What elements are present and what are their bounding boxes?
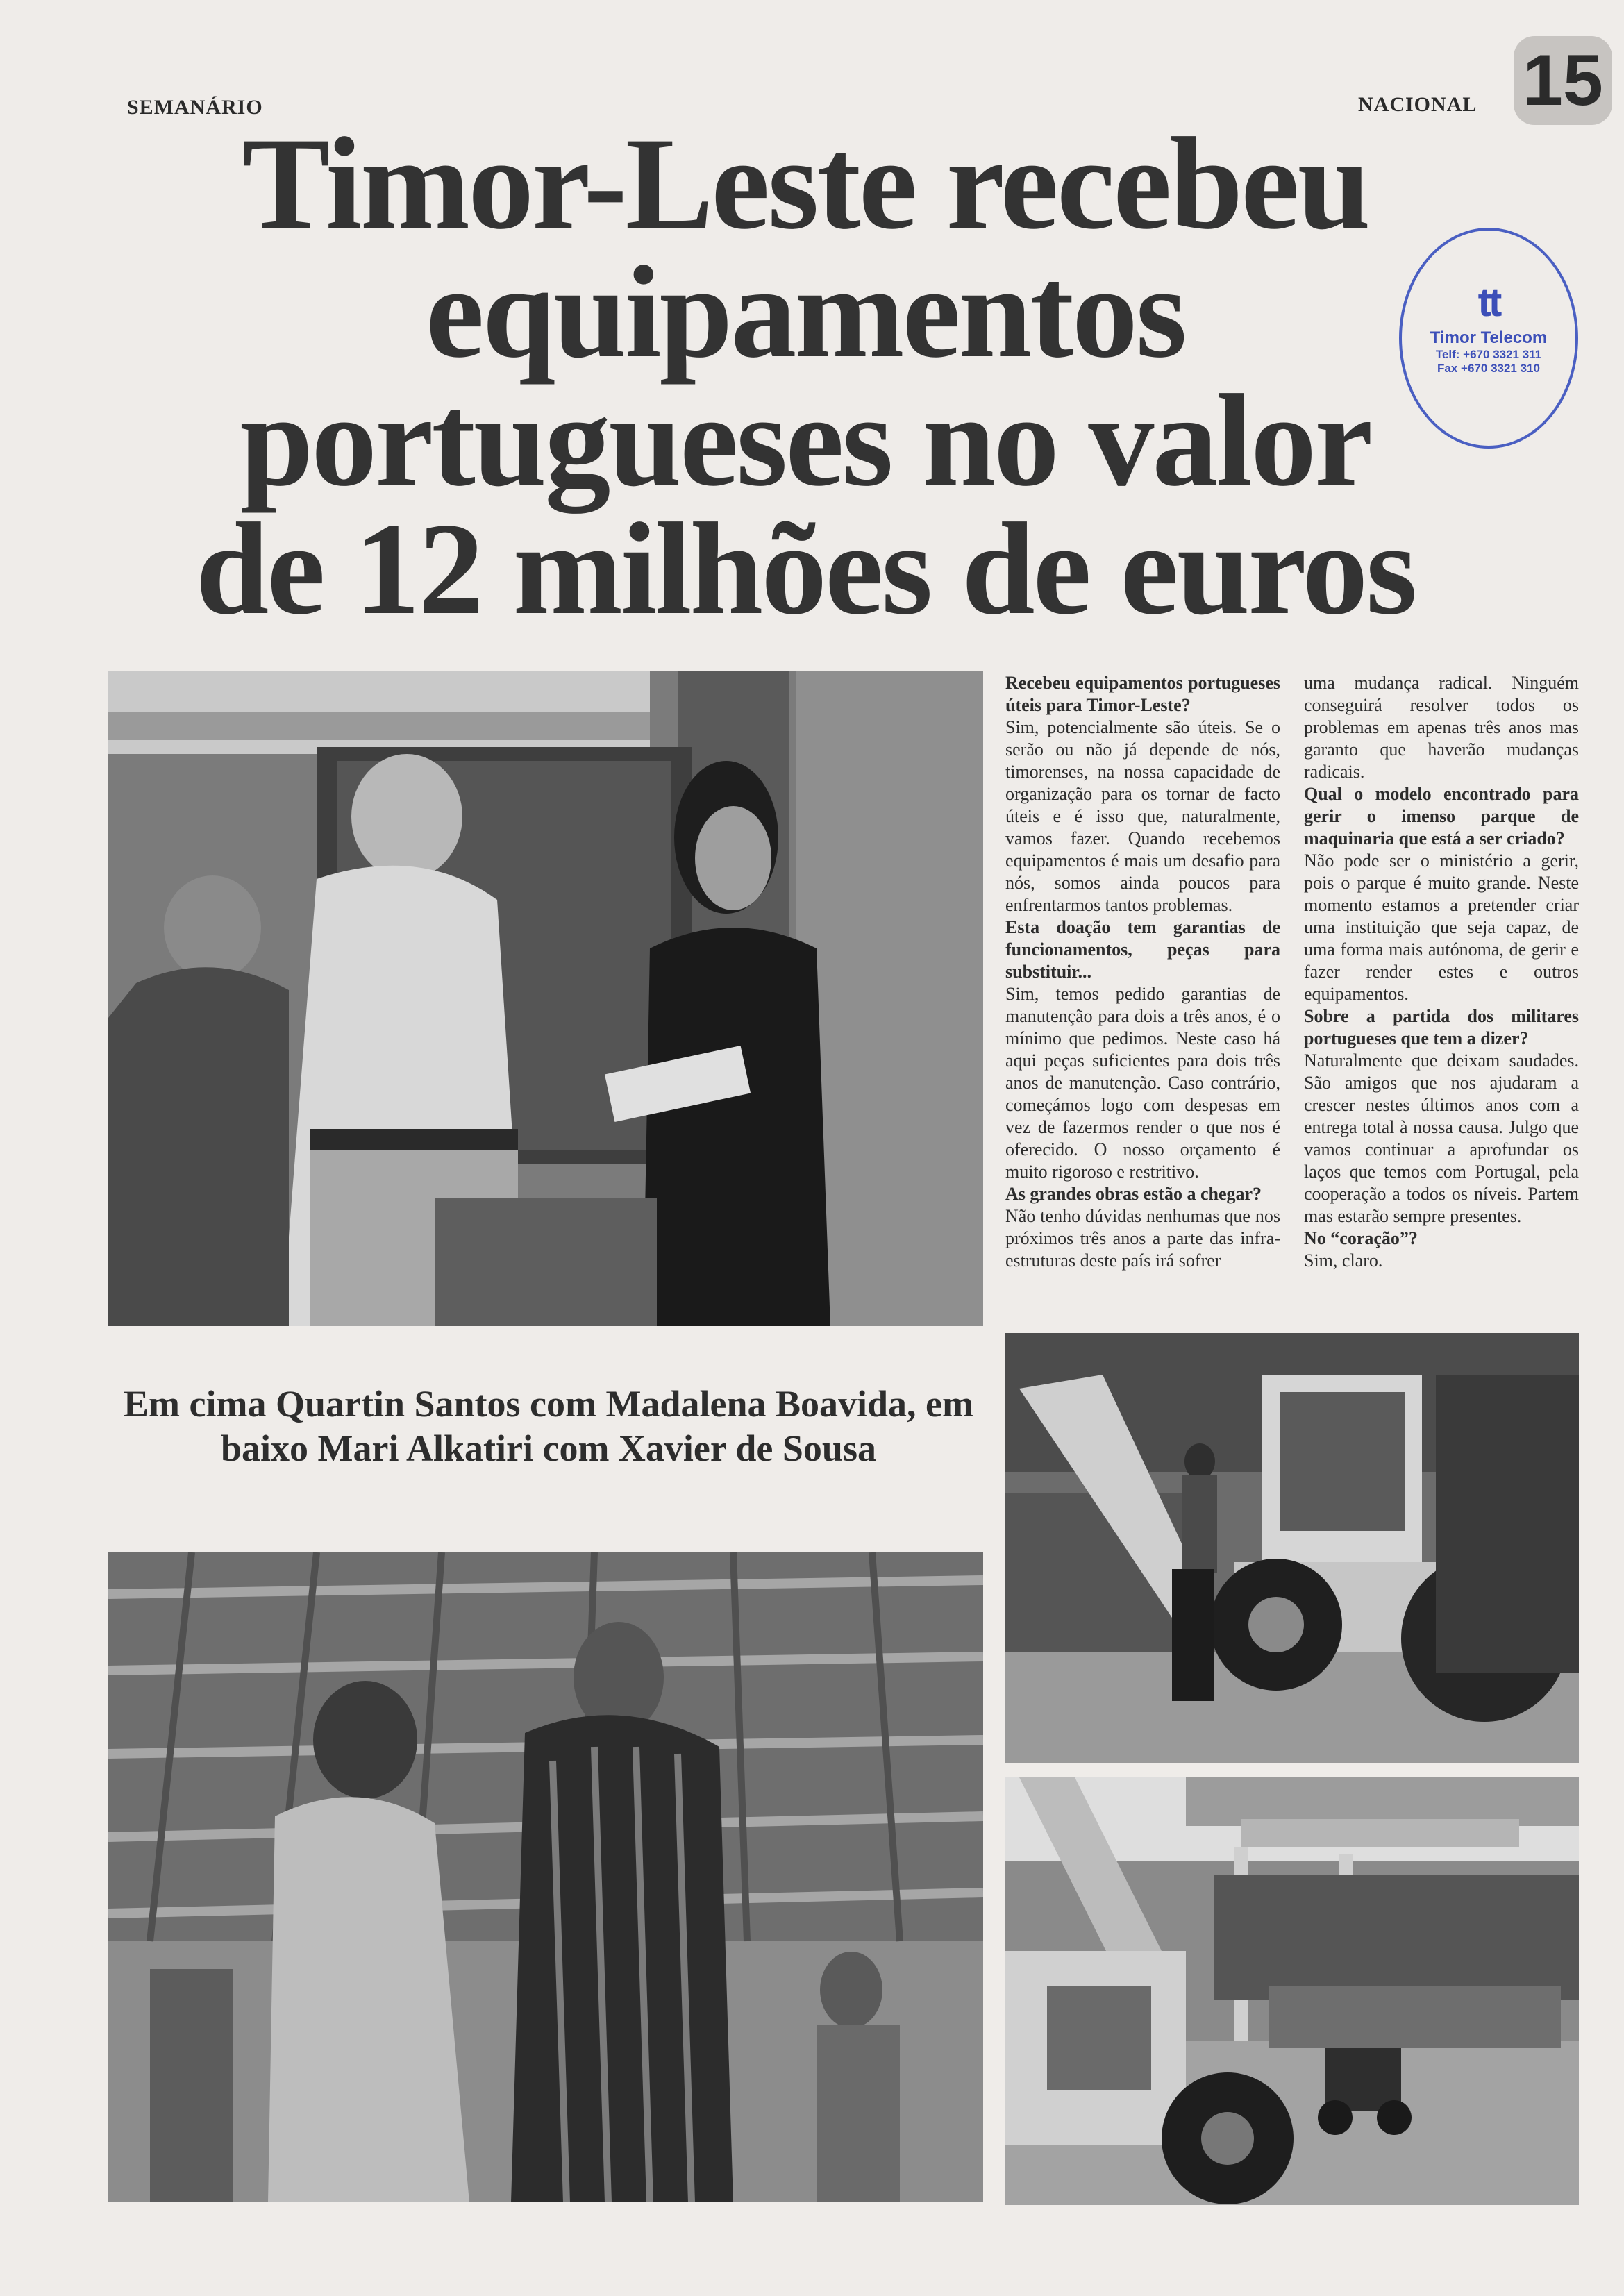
interview-answer: Sim, potencialmente são úteis. Se o serão ou não já depende de nós, timorenses, na nossa capacidade de organização para os tornar de facto úteis e é isso que, naturalmente, vamos fazer. Quando recebemos equipamentos é mais um desafio para nós, somos ainda poucos para enfrentarmos tantos problemas. (1005, 717, 1280, 915)
interview-answer: Não tenho dúvidas nenhumas que nos próximos três anos a parte das infra-estruturas deste país irá sofrer (1005, 1206, 1280, 1271)
photo-caption: Em cima Quartin Santos com Madalena Boavida, em baixo Mari Alkatiri com Xavier de Sousa (124, 1383, 973, 1469)
photo-ceremony (108, 1552, 983, 2202)
interview-answer: uma mudança radical. Ninguém conseguirá resolver todos os problemas em apenas três anos mas garanto que haverão mudanças radicais. (1304, 673, 1579, 782)
interview-question: Qual o modelo encontrado para gerir o imenso parque de maquinaria que está a ser criado? (1304, 784, 1579, 848)
interview-answer: Sim, temos pedido garantias de manutenção para dois a três anos, é o mínimo que pedimos. Neste caso há aqui peças suficientes para dois três anos de manutenção. Caso contrário, começámos logo com despesas em vez de fazermos render o que nos é oferecido. O nosso orçamento é muito rigoroso e restritivo. (1005, 984, 1280, 1182)
headline-line-2: equipamentos (426, 240, 1185, 385)
photo-machinery-park (1005, 1777, 1579, 2205)
newspaper-name: SEMANÁRIO (127, 96, 263, 119)
interview-question: As grandes obras estão a chegar? (1005, 1184, 1262, 1204)
headline-line-3: portugueses no valor (240, 368, 1371, 514)
headline (111, 111, 1500, 642)
page-number: 15 (1514, 36, 1612, 125)
stamp-phone: Telf: +670 3321 311 (1435, 348, 1542, 361)
interview-question: Recebeu equipamentos portugueses úteis para Timor-Leste? (1005, 673, 1280, 715)
interview-column-2 (1304, 672, 1579, 1272)
photo-backhoe (1005, 1333, 1579, 1763)
interview-answer: Naturalmente que deixam saudades. São amigos que nos ajudaram a crescer nestes últimos anos com a entrega total à nossa causa. Julgo que vamos continuar a aprofundar os laços que temos com Portugal, pela cooperação a todos os níveis. Partem mas estarão sempre presentes. (1304, 1050, 1579, 1226)
stamp-company-name: Timor Telecom (1430, 328, 1548, 347)
stamp-fax: Fax +670 3321 310 (1437, 362, 1540, 375)
interview-question: Sobre a partida dos militares portugueses que tem a dizer? (1304, 1006, 1579, 1048)
timor-telecom-logo: tt (1477, 280, 1500, 325)
headline-line-4: de 12 milhões de euros (195, 496, 1416, 642)
section-name: NACIONAL (1358, 93, 1477, 116)
interview-answer: Não pode ser o ministério a gerir, pois o parque é muito grande. Neste momento estamos a pretender criar uma instituição que seja capaz, de uma forma mais autónoma, de gerir e fazer render estes e outros equipamentos. (1304, 850, 1579, 1004)
photo-handover (108, 671, 983, 1326)
timor-telecom-stamp (1399, 228, 1578, 449)
headline-line-1: Timor-Leste recebeu (242, 111, 1369, 257)
interview-question: No “coração”? (1304, 1228, 1418, 1248)
interview-answer: Sim, claro. (1304, 1250, 1383, 1271)
interview-column-1 (1005, 672, 1280, 1272)
interview-question: Esta doação tem garantias de funcionamentos, peças para substituir... (1005, 917, 1280, 982)
